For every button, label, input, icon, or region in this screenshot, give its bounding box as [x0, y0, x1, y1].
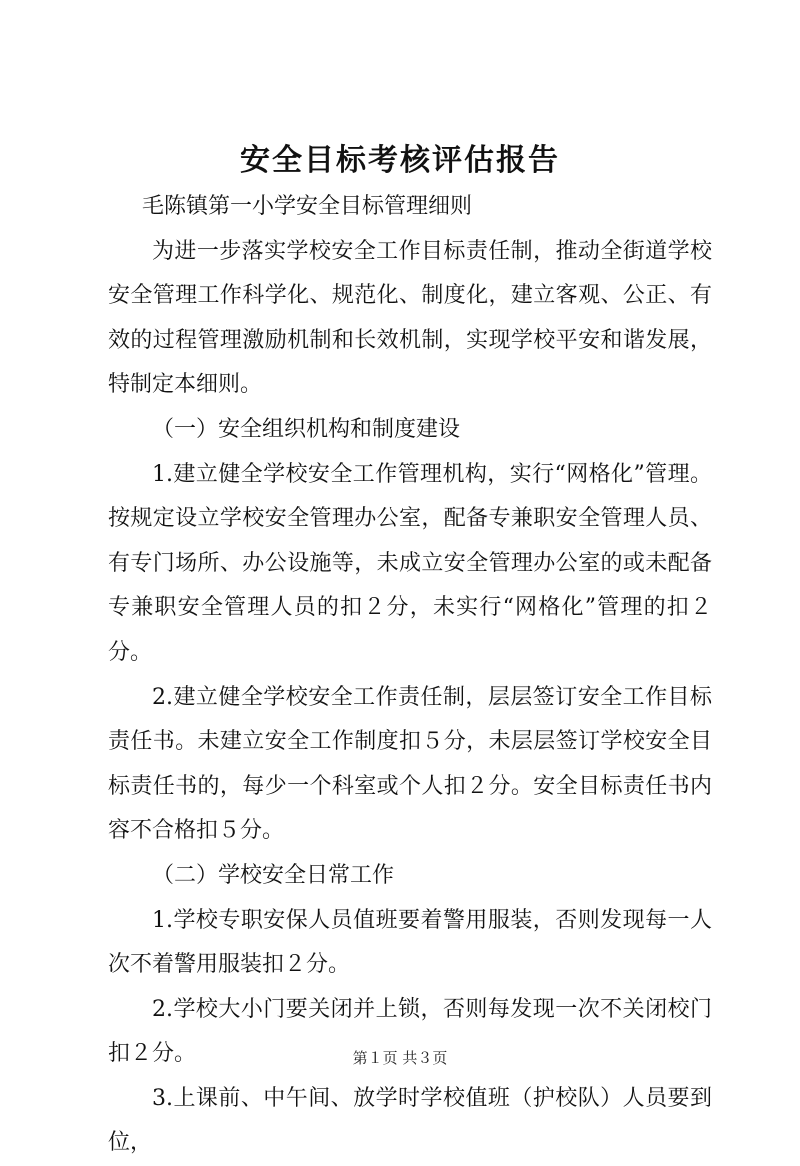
document-body: [108, 185, 712, 1166]
paragraph-item: 2.学校大小门要关闭并上锁，否则每发现一次不关闭校门扣２分。: [108, 996, 712, 1067]
paragraph-item: 1.学校专职安保人员值班要着警用服装，否则发现每一人次不着警用服装扣２分。: [108, 907, 712, 978]
paragraph-item: 2.建立健全学校安全工作责任制，层层签订安全工作目标责任书。未建立安全工作制度扣５分，未层层签订学校安全目标责任书的，每少一个科室或个人扣２分。安全目标责任书内容不合格扣５分。: [108, 684, 712, 844]
page-number: 第１页 共３页: [352, 1049, 448, 1067]
paragraph-item: 3.上课前、中午间、放学时学校值班（护校队）人员要到位，: [108, 1085, 712, 1156]
document-title: 安全目标考核评估报告: [240, 143, 560, 178]
section-heading-1: （一）安全组织机构和制度建设: [152, 416, 461, 442]
section-heading-2: （二）学校安全日常工作: [152, 862, 395, 888]
paragraph-intro: 为进一步落实学校安全工作目标责任制，推动全街道学校安全管理工作科学化、规范化、制度化，建立客观、公正、有效的过程管理激励机制和长效机制，实现学校平安和谐发展，特制定本细则。: [108, 238, 712, 398]
document-subtitle: 毛陈镇第一小学安全目标管理细则: [142, 194, 473, 219]
paragraph-item: 1.建立健全学校安全工作管理机构，实行“网格化”管理。按规定设立学校安全管理办公室，配备专兼职安全管理人员、有专门场所、办公设施等，未成立安全管理办公室的或未配备专兼职安全管理人员的扣２分，未实行“网格化”管理的扣２分。: [108, 461, 712, 665]
